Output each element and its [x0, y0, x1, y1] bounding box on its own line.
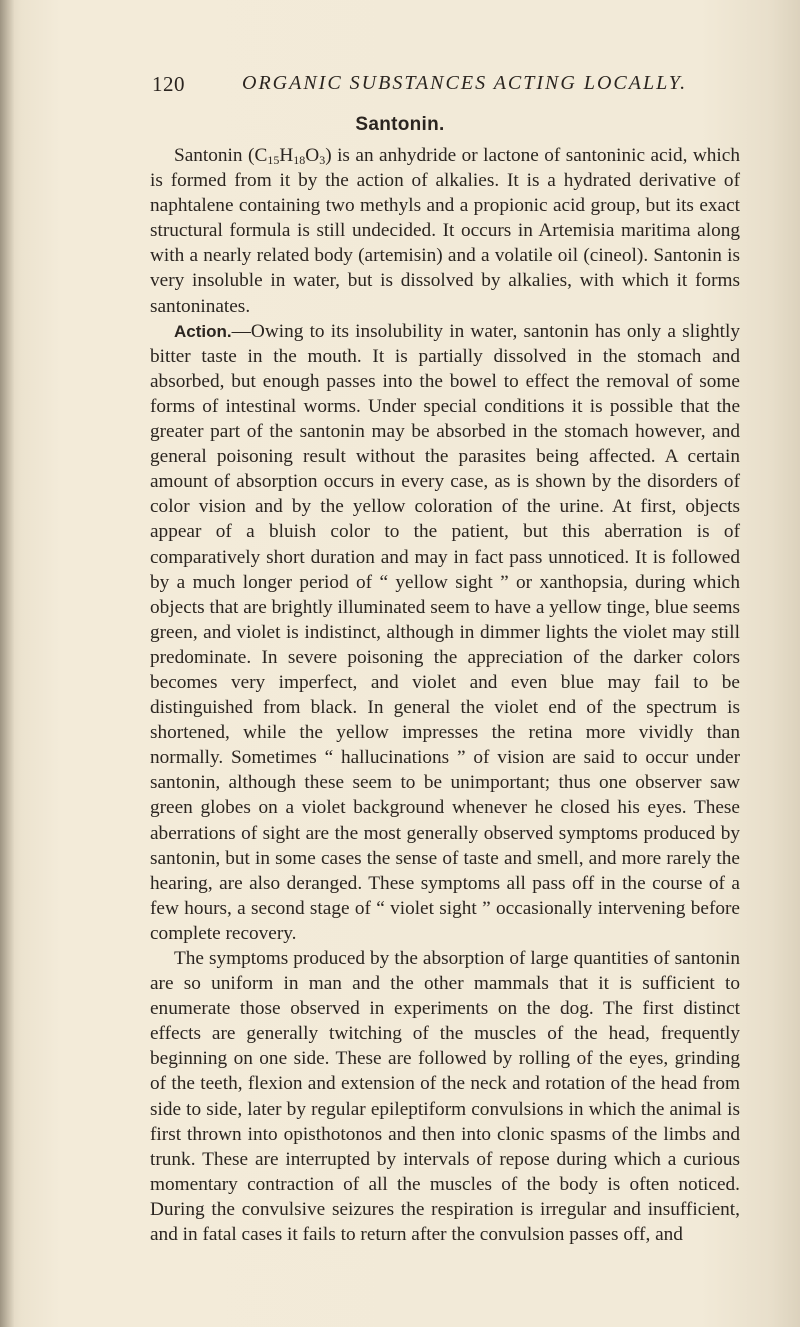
formula-subscript-h: 18: [293, 153, 306, 167]
paragraph-action: [150, 319, 740, 946]
running-head: ORGANIC SUBSTANCES ACTING LOCALLY.: [242, 72, 688, 94]
paragraph-action-text: —Owing to its insolubility in water, santonin has only a slightly bitter taste in the mouth. It is partially dissolved in the stomach and absorbed, but enough passes into the bowel to effect the removal of some forms of intestinal worms. Under special conditions it is possible that the greater part of the santonin may be absorbed in the stomach however, and general poisoning result without the parasites being affected. A certain amount of absorption occurs in every case, as is shown by the disorders of color vision and by the yellow coloration of the urine. At first, objects appear of a bluish color to the patient, but this aberration is of comparatively short duration and may in fact pass unnoticed. It is followed by a much longer period of “ yellow sight ” or xanthopsia, during which objects that are brightly illuminated seem to have a yellow tinge, blue seems green, and violet is indistinct, although in dimmer lights the violet may still predominate. In severe poisoning the appreciation of the darker colors becomes very imperfect, and violet and even blue may fail to be distinguished from black. In general the violet end of the spectrum is shortened, while the yellow impresses the retina more vividly than normally. Sometimes “ hallucinations ” of vision are said to occur under santonin, although these seem to be unimportant; thus one observer saw green globes on a violet background whenever he closed his eyes. These aberrations of sight are the most generally observed symptoms produced by santonin, but in some cases the sense of taste and smell, and more rarely the hearing, are also deranged. These symptoms all pass off in the course of a few hours, a second stage of “ violet sight ” occasionally intervening before complete recovery.: [150, 320, 740, 944]
formula-subscript-c: 15: [267, 153, 280, 167]
chemical-formula: [254, 145, 325, 166]
formula-element-o: O: [305, 145, 320, 166]
formula-element-c: C: [254, 145, 268, 166]
paragraph-intro-rest: ) is an anhydride or lactone of santoninic acid, which is formed from it by the action of alkalies. It is a hydrated derivative of naphtalene containing two methyls and a propionic acid group, but its exact structural formula is still undecided. It occurs in Artemisia maritima along with a nearly related body (artemisin) and a volatile oil (cineol). Santonin is very insoluble in water, but is dissolved by alkalies, with which it forms santoninates.: [150, 145, 740, 317]
body-text: [150, 143, 740, 1247]
paragraph-symptoms: The symptoms produced by the absorption of large quantities of santonin are so uniform in man and the other mammals that it is sufficient to enumerate those observed in experiments on the dog. The first distinct effects are generally twitching of the muscles of the head, frequently beginning on one side. These are followed by rolling of the eyes, grinding of the teeth, flexion and extension of the neck and rotation of the head from side to side, later by regular epileptiform convulsions in which the animal is first thrown into opisthotonos and then into clonic spasms of the limbs and trunk. These are interrupted by intervals of repose during which a curious momentary contraction of all the muscles of the body is often noticed. During the convulsive seizures the respiration is irregular and insufficient, and in fatal cases it fails to return after the convulsion passes off, and: [150, 948, 740, 1246]
page-number: 120: [152, 72, 185, 96]
paragraph-action-lead: Action.: [174, 321, 232, 341]
paragraph-intro-start: Santonin (: [174, 145, 255, 166]
formula-subscript-o: 3: [319, 153, 326, 167]
paragraph-intro: [150, 143, 740, 319]
formula-element-h: H: [279, 145, 294, 166]
page-header: [152, 72, 752, 102]
book-spine-shadow: [0, 0, 14, 1327]
section-title: Santonin.: [355, 114, 445, 135]
